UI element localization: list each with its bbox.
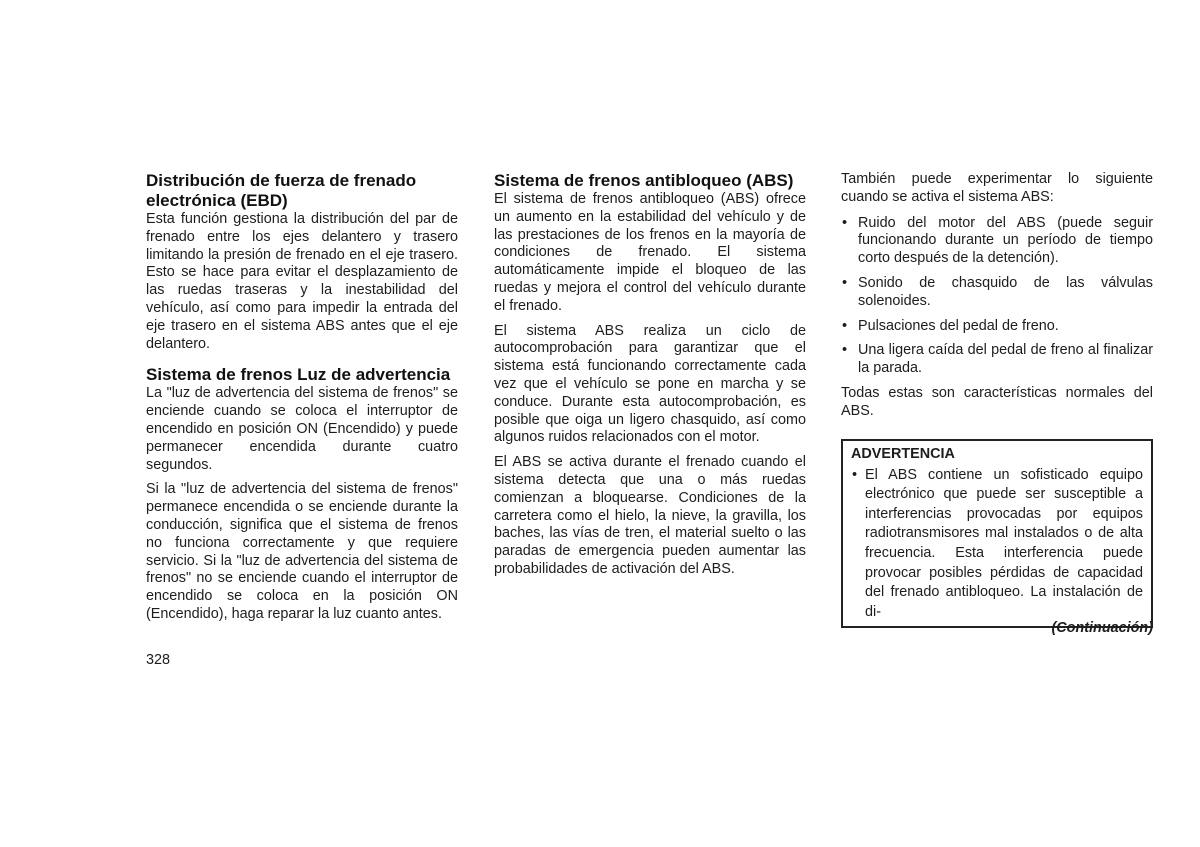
bullet-icon: • — [842, 342, 848, 359]
list-item: • Ruido del motor del ABS (puede seguir funcionando durante un período de tiempo corto después de la detención). — [842, 214, 1153, 267]
paragraph-ebd: Esta función gestiona la distribución del par de frenado entre los ejes delantero y trasero limitando la presión de frenado en el eje trasero. Esto se hace para evitar el desplazamiento de las ruedas traseras y la inestabilidad del vehículo, así como para impedir la entrada del eje trasero en el sistema ABS antes que el eje delantero. — [146, 211, 458, 352]
list-item: • Sonido de chasquido de las válvulas solenoides. — [842, 274, 1153, 309]
column-middle — [494, 171, 806, 579]
page-number: 328 — [146, 652, 171, 668]
bullet-icon: • — [842, 274, 848, 291]
abs-effects-list — [841, 215, 1153, 378]
paragraph-warning-light-1: La "luz de advertencia del sistema de frenos" se enciende cuando se coloca el interruptor de encendido en posición ON (Encendido) y puede permanecer encendida durante cuatro segundos. — [146, 385, 458, 473]
continuation-label: (Continuación) — [1051, 620, 1153, 636]
section-title-ebd: Distribución de fuerza de frenado electrónica (EBD) — [146, 171, 417, 210]
section-abs — [494, 171, 806, 579]
paragraph-abs-intro: También puede experimentar lo siguiente cuando se activa el sistema ABS: — [841, 171, 1153, 205]
section-title-abs: Sistema de frenos antibloqueo (ABS) — [494, 171, 794, 190]
list-item: • Una ligera caída del pedal de freno al finalizar la parada. — [842, 342, 1153, 377]
warning-title: ADVERTENCIA — [851, 445, 955, 462]
warning-item — [851, 466, 1143, 623]
paragraph-warning-light-2: Si la "luz de advertencia del sistema de frenos" permanece encendida o se enciende durante la conducción, significa que el sistema de frenos no funciona correctamente y que requiere servicio. Si la "luz de advertencia del sistema de frenos" no se enciende cuando el interruptor de encendido se coloca en la posición ON (Encendido), haga reparar la luz cuanto antes. — [146, 481, 458, 622]
section-brake-warning-light — [146, 365, 458, 623]
list-item: • Pulsaciones del pedal de freno. — [842, 317, 1059, 334]
warning-text: El ABS contiene un sofisticado equipo electrónico que puede ser susceptible a interferencias provocadas por equipos radiotransmisores mal instalados o de alta frecuencia. Esta interferencia puede provocar posibles pérdidas de capacidad del frenado antibloqueo. La instalación de di- — [865, 466, 1143, 620]
paragraph-abs-summary: Todas estas son características normales del ABS. — [841, 384, 1153, 419]
paragraph-abs-1: El sistema de frenos antibloqueo (ABS) ofrece un aumento en la estabilidad del vehículo y de las prestaciones de los frenos en la mayoría de condiciones de frenado. El sistema automáticamente impide el bloqueo de las ruedas y mejora el control del vehículo durante el frenado. — [494, 191, 806, 314]
paragraph-abs-3: El ABS se activa durante el frenado cuando el sistema detecta que una o más ruedas comienzan a bloquearse. Condiciones de la carretera como el hielo, la nieve, la gravilla, los baches, las vías de tren, el material suelto o las paradas de emergencia pueden aumentar las probabilidades de activación del ABS. — [494, 454, 806, 577]
bullet-icon: • — [852, 466, 858, 483]
bullet-icon: • — [842, 317, 848, 334]
column-left — [146, 171, 458, 624]
warning-box — [841, 439, 1153, 629]
column-right — [841, 171, 1153, 628]
section-ebd — [146, 171, 458, 353]
bullet-icon: • — [842, 214, 848, 231]
paragraph-abs-2: El sistema ABS realiza un ciclo de autocomprobación para garantizar que el sistema está funcionando correctamente cada vez que el vehículo se pone en marcha y se conduce. Durante esta autocomprobación, es posible que oiga un ligero chasquido, así como algunos ruidos relacionados con el motor. — [494, 322, 806, 446]
section-title-brake-warning-light: Sistema de frenos Luz de advertencia — [146, 365, 451, 385]
